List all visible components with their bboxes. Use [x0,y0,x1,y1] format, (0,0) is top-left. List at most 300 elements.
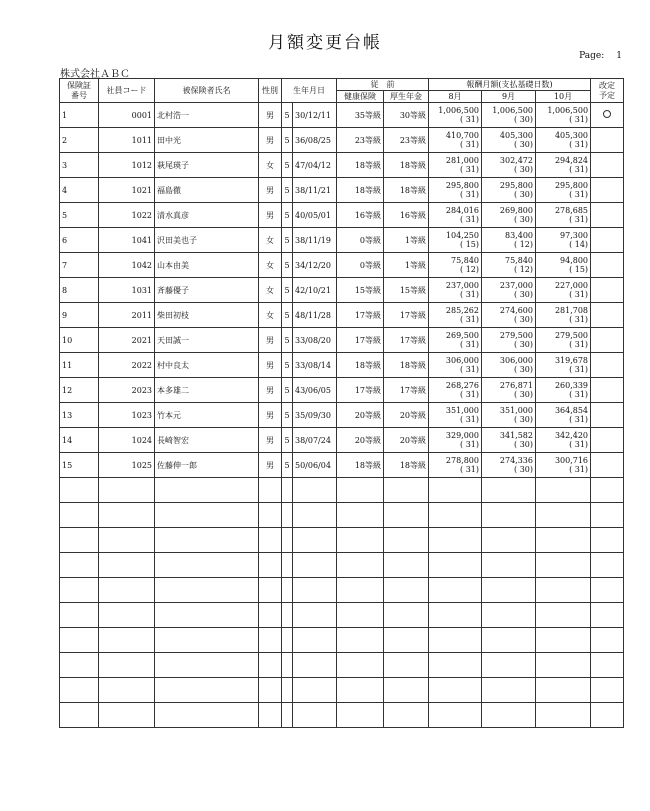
empty-cell [482,503,536,528]
empty-cell [337,703,384,728]
empty-cell [99,678,155,703]
cell-m9-amount: 351,000 [499,406,533,415]
empty-cell [259,703,282,728]
empty-cell [536,578,591,603]
cell-policy-no: 6 [60,228,99,253]
cell-era: 5 [282,303,293,328]
ledger-table [59,78,624,728]
ledger-body [60,103,624,728]
page-number [567,51,622,61]
empty-cell [155,503,259,528]
cell-pension-grade: 1等級 [384,228,429,253]
empty-cell [591,703,624,728]
cell-era: 5 [282,378,293,403]
header-m10: 10月 [536,91,591,103]
cell-m8-days: ( 31) [460,390,479,399]
cell-m8-amount: 329,000 [445,431,479,440]
cell-m9-amount: 1,006,500 [492,106,533,115]
cell-m10-amount: 97,300 [560,231,589,240]
cell-m9 [482,303,536,328]
cell-era: 5 [282,228,293,253]
cell-m10-days: ( 31) [569,115,589,124]
cell-m10-days: ( 31) [569,465,589,474]
cell-m9-amount: 295,800 [499,181,533,190]
header-m9: 9月 [482,91,536,103]
cell-m8-amount: 269,500 [445,331,479,340]
cell-sex: 男 [259,353,282,378]
empty-cell [282,703,293,728]
empty-cell [293,578,337,603]
cell-m8 [429,403,482,428]
cell-pension-grade: 18等級 [384,353,429,378]
empty-cell [591,678,624,703]
cell-pension-grade: 20等級 [384,403,429,428]
empty-cell [282,628,293,653]
empty-cell [155,603,259,628]
cell-revision [591,353,624,378]
cell-employee-code: 1023 [99,403,155,428]
cell-insured-name: 萩尾瑛子 [155,153,259,178]
empty-cell [99,703,155,728]
cell-dob: 50/06/04 [293,453,337,478]
empty-cell [60,703,99,728]
cell-m9-days: ( 30) [514,365,533,374]
cell-sex: 男 [259,178,282,203]
header-revision-line2: 予定 [599,90,616,100]
empty-cell [591,628,624,653]
cell-dob: 40/05/01 [293,203,337,228]
cell-pension-grade: 18等級 [384,453,429,478]
empty-cell [282,578,293,603]
cell-m9-days: ( 30) [514,415,533,424]
cell-m10-days: ( 31) [569,415,589,424]
cell-insured-name: 長崎智宏 [155,428,259,453]
cell-era: 5 [282,203,293,228]
empty-cell [429,478,482,503]
cell-m8-days: ( 31) [460,440,479,449]
cell-employee-code: 1041 [99,228,155,253]
cell-m9-days: ( 12) [514,240,533,249]
empty-cell [429,578,482,603]
cell-m9-amount: 237,000 [499,281,533,290]
cell-pension-grade: 23等級 [384,128,429,153]
empty-cell [536,653,591,678]
cell-pension-grade: 18等級 [384,153,429,178]
cell-insured-name: 山本由美 [155,253,259,278]
cell-pension-grade: 30等級 [384,103,429,128]
empty-cell [155,628,259,653]
empty-cell [482,678,536,703]
cell-m8-amount: 285,262 [445,306,479,315]
cell-m10-days: ( 31) [569,440,589,449]
empty-cell [429,653,482,678]
cell-m10-days: ( 31) [569,290,589,299]
cell-m8-amount: 351,000 [445,406,479,415]
empty-cell [482,603,536,628]
cell-dob: 38/07/24 [293,428,337,453]
cell-dob: 33/08/20 [293,328,337,353]
cell-policy-no: 3 [60,153,99,178]
cell-health-grade: 0等級 [337,228,384,253]
cell-m9-days: ( 30) [514,290,533,299]
cell-employee-code: 1024 [99,428,155,453]
empty-cell [337,478,384,503]
empty-row [60,653,624,678]
cell-m9-amount: 306,000 [499,356,533,365]
cell-m9 [482,428,536,453]
empty-cell [384,478,429,503]
empty-cell [259,653,282,678]
cell-m9-days: ( 30) [514,340,533,349]
header-revision-line1: 改定 [599,80,616,90]
cell-employee-code: 1012 [99,153,155,178]
empty-row [60,528,624,553]
cell-m8-amount: 295,800 [445,181,479,190]
cell-sex: 女 [259,253,282,278]
empty-cell [337,603,384,628]
cell-m10-amount: 260,339 [554,381,589,390]
cell-era: 5 [282,353,293,378]
cell-m10-amount: 405,300 [554,131,589,140]
empty-cell [155,528,259,553]
cell-insured-name: 田中光 [155,128,259,153]
empty-cell [536,703,591,728]
cell-sex: 男 [259,328,282,353]
cell-m8-amount: 237,000 [445,281,479,290]
cell-m9 [482,153,536,178]
empty-cell [482,628,536,653]
empty-cell [60,653,99,678]
cell-m8 [429,378,482,403]
empty-cell [429,628,482,653]
cell-m8 [429,228,482,253]
header-health: 健康保険 [337,91,384,103]
cell-m10-amount: 94,800 [560,256,589,265]
cell-m9-amount: 405,300 [499,131,533,140]
empty-cell [591,578,624,603]
empty-cell [282,603,293,628]
cell-insured-name: 村中良太 [155,353,259,378]
cell-employee-code: 2023 [99,378,155,403]
cell-policy-no: 8 [60,278,99,303]
page-value: 1 [616,51,622,61]
cell-sex: 男 [259,203,282,228]
empty-row [60,603,624,628]
cell-revision [591,378,624,403]
cell-m8-days: ( 31) [460,165,479,174]
cell-revision [591,328,624,353]
cell-m8 [429,303,482,328]
header-previous: 従 前 [337,79,429,91]
cell-pension-grade: 16等級 [384,203,429,228]
table-row [60,403,624,428]
cell-health-grade: 17等級 [337,328,384,353]
cell-revision [591,228,624,253]
cell-dob: 48/11/28 [293,303,337,328]
empty-cell [60,478,99,503]
cell-revision [591,203,624,228]
cell-m9-amount: 279,500 [499,331,533,340]
cell-policy-no: 14 [60,428,99,453]
empty-row [60,553,624,578]
cell-policy-no: 2 [60,128,99,153]
cell-health-grade: 17等級 [337,378,384,403]
cell-dob: 35/09/30 [293,403,337,428]
cell-m9 [482,328,536,353]
cell-m10-amount: 364,854 [554,406,589,415]
cell-policy-no: 12 [60,378,99,403]
cell-sex: 男 [259,103,282,128]
empty-cell [384,603,429,628]
empty-cell [384,578,429,603]
cell-employee-code: 1022 [99,203,155,228]
empty-cell [482,478,536,503]
header-policy-no-line2: 番号 [71,90,87,100]
table-row [60,453,624,478]
header-monthly: 報酬月額(支払基礎日数) [429,79,591,91]
cell-revision [591,453,624,478]
empty-cell [429,678,482,703]
cell-health-grade: 16等級 [337,203,384,228]
cell-m10-amount: 281,708 [554,306,589,315]
empty-cell [384,703,429,728]
cell-m8-days: ( 31) [460,340,479,349]
cell-m8-days: ( 31) [460,415,479,424]
cell-health-grade: 15等級 [337,278,384,303]
cell-policy-no: 15 [60,453,99,478]
cell-m8 [429,103,482,128]
empty-cell [591,553,624,578]
empty-cell [293,678,337,703]
empty-cell [282,478,293,503]
cell-m9-days: ( 30) [514,140,533,149]
empty-cell [259,578,282,603]
cell-dob: 38/11/19 [293,228,337,253]
empty-cell [99,603,155,628]
cell-pension-grade: 17等級 [384,303,429,328]
empty-cell [482,653,536,678]
cell-m10-days: ( 31) [569,315,589,324]
cell-m8-amount: 104,250 [445,231,479,240]
table-row [60,303,624,328]
cell-m10-amount: 342,420 [554,431,589,440]
cell-m9-amount: 274,336 [499,456,533,465]
empty-row [60,478,624,503]
cell-m10 [536,103,591,128]
cell-m10 [536,253,591,278]
cell-employee-code: 0001 [99,103,155,128]
empty-cell [282,678,293,703]
empty-cell [337,653,384,678]
cell-m9 [482,278,536,303]
cell-m10-days: ( 31) [569,165,589,174]
empty-cell [482,528,536,553]
cell-pension-grade: 17等級 [384,378,429,403]
cell-revision [591,278,624,303]
cell-insured-name: 福島徹 [155,178,259,203]
cell-m8-days: ( 31) [460,215,479,224]
empty-cell [482,553,536,578]
cell-insured-name: 竹本元 [155,403,259,428]
cell-era: 5 [282,278,293,303]
header-sex: 性別 [259,79,282,103]
empty-row [60,678,624,703]
empty-cell [337,678,384,703]
cell-policy-no: 1 [60,103,99,128]
empty-cell [259,603,282,628]
cell-health-grade: 18等級 [337,178,384,203]
cell-m8-days: ( 31) [460,465,479,474]
cell-pension-grade: 1等級 [384,253,429,278]
cell-m8 [429,353,482,378]
cell-employee-code: 1025 [99,453,155,478]
cell-m8 [429,253,482,278]
header-dob: 生年月日 [282,79,337,103]
cell-revision [591,178,624,203]
empty-cell [99,503,155,528]
table-row [60,428,624,453]
cell-m10 [536,178,591,203]
empty-cell [337,628,384,653]
cell-health-grade: 35等級 [337,103,384,128]
header-revision [591,79,624,103]
empty-cell [155,678,259,703]
cell-policy-no: 11 [60,353,99,378]
cell-m9 [482,178,536,203]
cell-m10-days: ( 31) [569,215,589,224]
header-pension: 厚生年金 [384,91,429,103]
empty-row [60,503,624,528]
empty-cell [536,603,591,628]
empty-cell [60,628,99,653]
cell-sex: 女 [259,278,282,303]
empty-cell [60,553,99,578]
cell-revision [591,403,624,428]
cell-era: 5 [282,328,293,353]
cell-m10 [536,428,591,453]
empty-cell [591,478,624,503]
cell-m9 [482,228,536,253]
cell-insured-name: 天田誠一 [155,328,259,353]
cell-m9-amount: 274,600 [499,306,533,315]
empty-cell [429,553,482,578]
empty-cell [384,653,429,678]
cell-m10-days: ( 31) [569,365,589,374]
cell-m10-days: ( 31) [569,390,589,399]
cell-health-grade: 20等級 [337,428,384,453]
cell-sex: 女 [259,228,282,253]
cell-dob: 34/12/20 [293,253,337,278]
cell-sex: 男 [259,403,282,428]
cell-health-grade: 18等級 [337,453,384,478]
empty-cell [259,528,282,553]
empty-cell [337,578,384,603]
cell-insured-name: 清水真彦 [155,203,259,228]
cell-m10-amount: 278,685 [554,206,589,215]
cell-health-grade: 0等級 [337,253,384,278]
table-row [60,203,624,228]
cell-insured-name: 沢田美也子 [155,228,259,253]
cell-m10-days: ( 15) [569,265,589,274]
cell-revision [591,303,624,328]
cell-m9 [482,403,536,428]
cell-dob: 43/06/05 [293,378,337,403]
cell-m8 [429,128,482,153]
cell-m8-days: ( 31) [460,190,479,199]
cell-m8 [429,153,482,178]
cell-policy-no: 7 [60,253,99,278]
table-row [60,353,624,378]
cell-m10-days: ( 31) [569,140,589,149]
empty-cell [293,478,337,503]
cell-m8-days: ( 12) [460,265,479,274]
cell-m10 [536,403,591,428]
empty-cell [99,553,155,578]
empty-cell [482,578,536,603]
empty-row [60,578,624,603]
empty-cell [536,628,591,653]
empty-cell [99,478,155,503]
cell-m10-amount: 279,500 [554,331,589,340]
empty-cell [384,553,429,578]
cell-dob: 36/08/25 [293,128,337,153]
empty-cell [293,628,337,653]
cell-m8-amount: 278,800 [445,456,479,465]
cell-health-grade: 18等級 [337,353,384,378]
page-label: Page: [579,51,605,61]
cell-employee-code: 1031 [99,278,155,303]
cell-m8-days: ( 31) [460,315,479,324]
cell-employee-code: 2021 [99,328,155,353]
cell-revision [591,103,624,128]
cell-sex: 男 [259,453,282,478]
revision-circle-icon [603,110,611,118]
cell-dob: 33/08/14 [293,353,337,378]
cell-policy-no: 10 [60,328,99,353]
company-name: 株式会社ＡＢＣ [60,69,130,80]
cell-m9-days: ( 30) [514,115,533,124]
empty-cell [60,678,99,703]
empty-cell [536,478,591,503]
cell-pension-grade: 18等級 [384,178,429,203]
cell-m10 [536,453,591,478]
cell-m10 [536,153,591,178]
empty-cell [282,653,293,678]
empty-cell [60,603,99,628]
cell-era: 5 [282,178,293,203]
empty-cell [591,653,624,678]
empty-cell [293,503,337,528]
cell-era: 5 [282,453,293,478]
table-row [60,228,624,253]
empty-cell [282,553,293,578]
header-employee-code: 社員コード [99,79,155,103]
cell-era: 5 [282,103,293,128]
empty-cell [293,703,337,728]
empty-cell [591,528,624,553]
cell-m8-amount: 75,840 [451,256,479,265]
cell-era: 5 [282,128,293,153]
empty-cell [384,628,429,653]
table-row [60,153,624,178]
empty-cell [155,653,259,678]
cell-m8-days: ( 15) [460,240,479,249]
empty-cell [293,528,337,553]
cell-insured-name: 北村浩一 [155,103,259,128]
empty-cell [384,678,429,703]
cell-health-grade: 20等級 [337,403,384,428]
cell-m9-days: ( 30) [514,465,533,474]
